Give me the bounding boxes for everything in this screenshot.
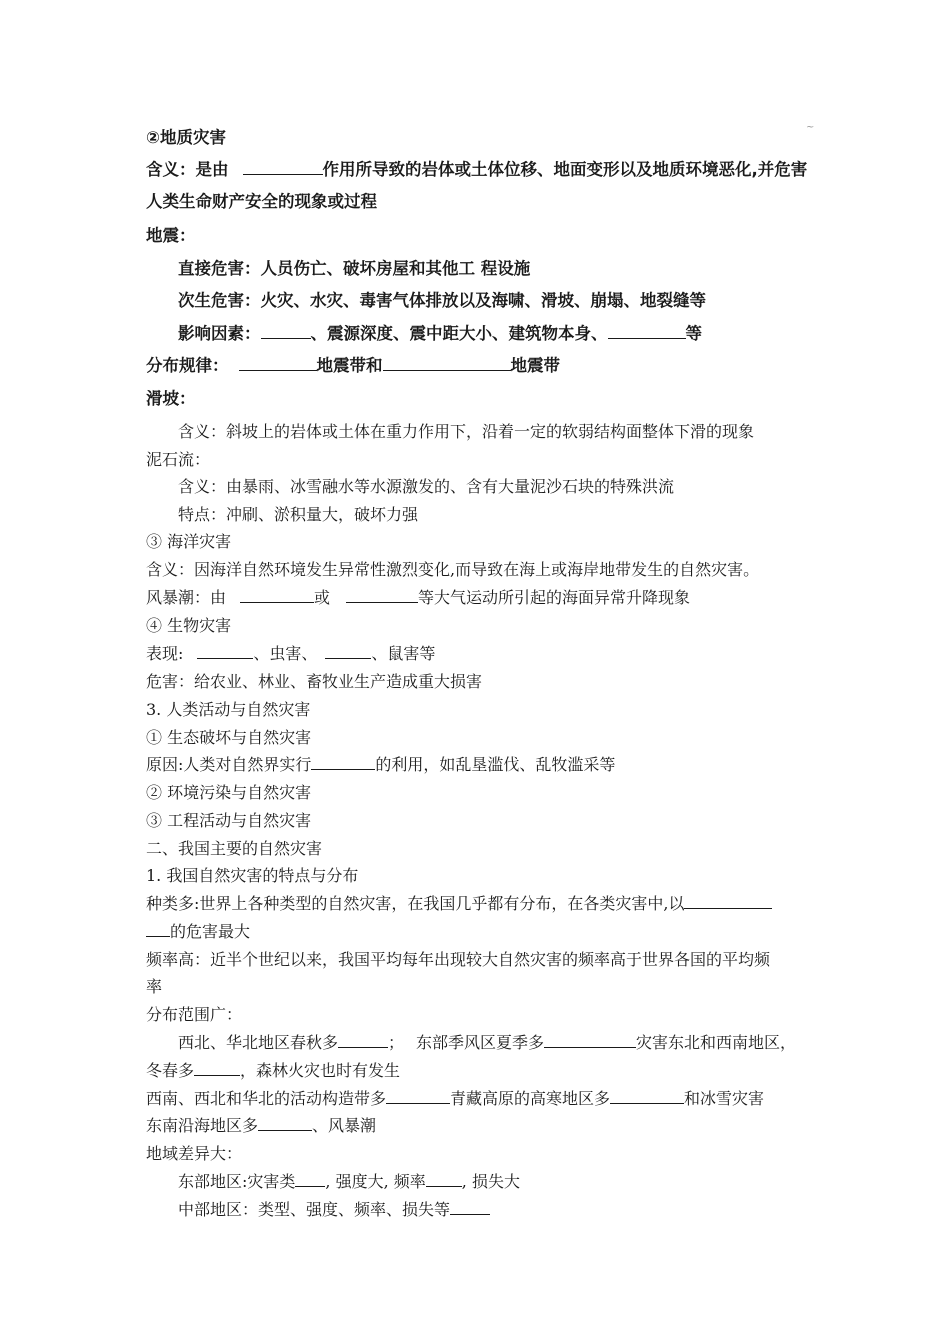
blank <box>240 588 314 603</box>
heading-bio-disaster: ④ 生物灾害 <box>146 616 232 635</box>
blank <box>325 644 371 659</box>
blank <box>450 1200 490 1215</box>
blank <box>258 1116 312 1131</box>
blank <box>146 922 170 937</box>
heading-features-distribution: 1. 我国自然灾害的特点与分布 <box>146 866 359 885</box>
east-region: 东部地区:灾害类 , 强度大, 频率 , 损失大 <box>178 1172 520 1191</box>
blank <box>243 160 323 175</box>
geo-definition-line1: 含义：是由 作用所导致的岩体或土体位移、地面变形以及地质环境恶化,并危害 <box>146 160 808 179</box>
heading-human-activity: 3. 人类活动与自然灾害 <box>146 700 311 719</box>
blank <box>239 356 317 371</box>
heading-env-pollution: ② 环境污染与自然灾害 <box>146 783 312 802</box>
blank <box>261 324 311 339</box>
blank <box>608 324 686 339</box>
scan-mark: ~ <box>806 122 815 133</box>
landslide-definition: 含义：斜坡上的岩体或土体在重力作用下，沿着一定的软弱结构面整体下滑的现象 <box>178 422 755 441</box>
heading-wide-range: 分布范围广： <box>146 1005 243 1024</box>
blank <box>194 1061 240 1076</box>
blank <box>311 755 375 770</box>
heading-eco-damage: ① 生态破坏与自然灾害 <box>146 728 312 747</box>
blank <box>383 356 511 371</box>
range-line2: 冬春多 ，森林火灾也时有发生 <box>146 1061 401 1080</box>
earthquake-factors: 影响因素： 、震源深度、震中距大小、建筑物本身、 等 <box>178 324 702 343</box>
range-line3: 西南、西北和华北的活动构造带多 青藏高原的高寒地区多 和冰雪灾害 <box>146 1089 765 1108</box>
heading-regional-difference: 地域差异大： <box>146 1144 243 1163</box>
earthquake-distribution: 分布规律： 地震带和 地震带 <box>146 356 560 375</box>
mudflow-definition: 含义：由暴雨、冰雪融水等水源激发的、含有大量泥沙石块的特殊洪流 <box>178 477 675 496</box>
heading-engineering: ③ 工程活动与自然灾害 <box>146 811 312 830</box>
earthquake-direct-harm: 直接危害：人员伤亡、破坏房屋和其他工 程设施 <box>178 259 531 278</box>
blank <box>338 1033 388 1048</box>
bio-harm: 危害：给农业、林业、畜牧业生产造成重大损害 <box>146 672 483 691</box>
eco-reason: 原因:人类对自然界实行 的利用，如乱垦滥伐、乱牧滥采等 <box>146 755 616 774</box>
heading-mudflow: 泥石流： <box>146 450 211 469</box>
geo-definition-line2: 人类生命财产安全的现象或过程 <box>146 192 377 211</box>
kinds-line1: 种类多:世界上各种类型的自然灾害，在我国几乎都有分布，在各类灾害中,以 <box>146 894 772 914</box>
range-line1: 西北、华北地区春秋多 ； 东部季风区夏季多 灾害东北和西南地区， <box>178 1033 797 1052</box>
blank <box>197 644 253 659</box>
frequency-line1: 频率高：近半个世纪以来，我国平均每年出现较大自然灾害的频率高于世界各国的平均频 <box>146 950 771 969</box>
blank <box>426 1172 462 1187</box>
heading-landslide: 滑坡： <box>146 389 196 408</box>
earthquake-secondary-harm: 次生危害：火灾、水灾、毒害气体排放以及海啸、滑坡、崩塌、地裂缝等 <box>178 291 706 310</box>
blank <box>544 1033 636 1048</box>
blank <box>610 1089 684 1104</box>
blank <box>684 894 772 909</box>
storm-surge: 风暴潮：由 或 等大气运动所引起的海面异常升降现象 <box>146 588 691 607</box>
blank <box>295 1172 325 1187</box>
ocean-definition: 含义：因海洋自然环境发生异常性激烈变化,而导致在海上或海岸地带发生的自然灾害。 <box>146 560 760 579</box>
heading-earthquake: 地震： <box>146 226 196 245</box>
mudflow-features: 特点：冲刷、淤积量大，破坏力强 <box>178 505 419 524</box>
kinds-line2: 的危害最大 <box>146 922 250 942</box>
heading-geological-disaster: ②地质灾害 <box>146 128 226 147</box>
blank <box>346 588 418 603</box>
bio-manifestation: 表现: 、虫害、 、鼠害等 <box>146 644 436 663</box>
heading-ocean-disaster: ③ 海洋灾害 <box>146 532 232 551</box>
middle-region: 中部地区：类型、强度、频率、损失等 <box>178 1200 490 1220</box>
frequency-line2: 率 <box>146 977 163 996</box>
blank <box>386 1089 450 1104</box>
range-line4: 东南沿海地区多 、风暴潮 <box>146 1116 377 1135</box>
heading-china-disasters: 二、我国主要的自然灾害 <box>146 839 323 858</box>
